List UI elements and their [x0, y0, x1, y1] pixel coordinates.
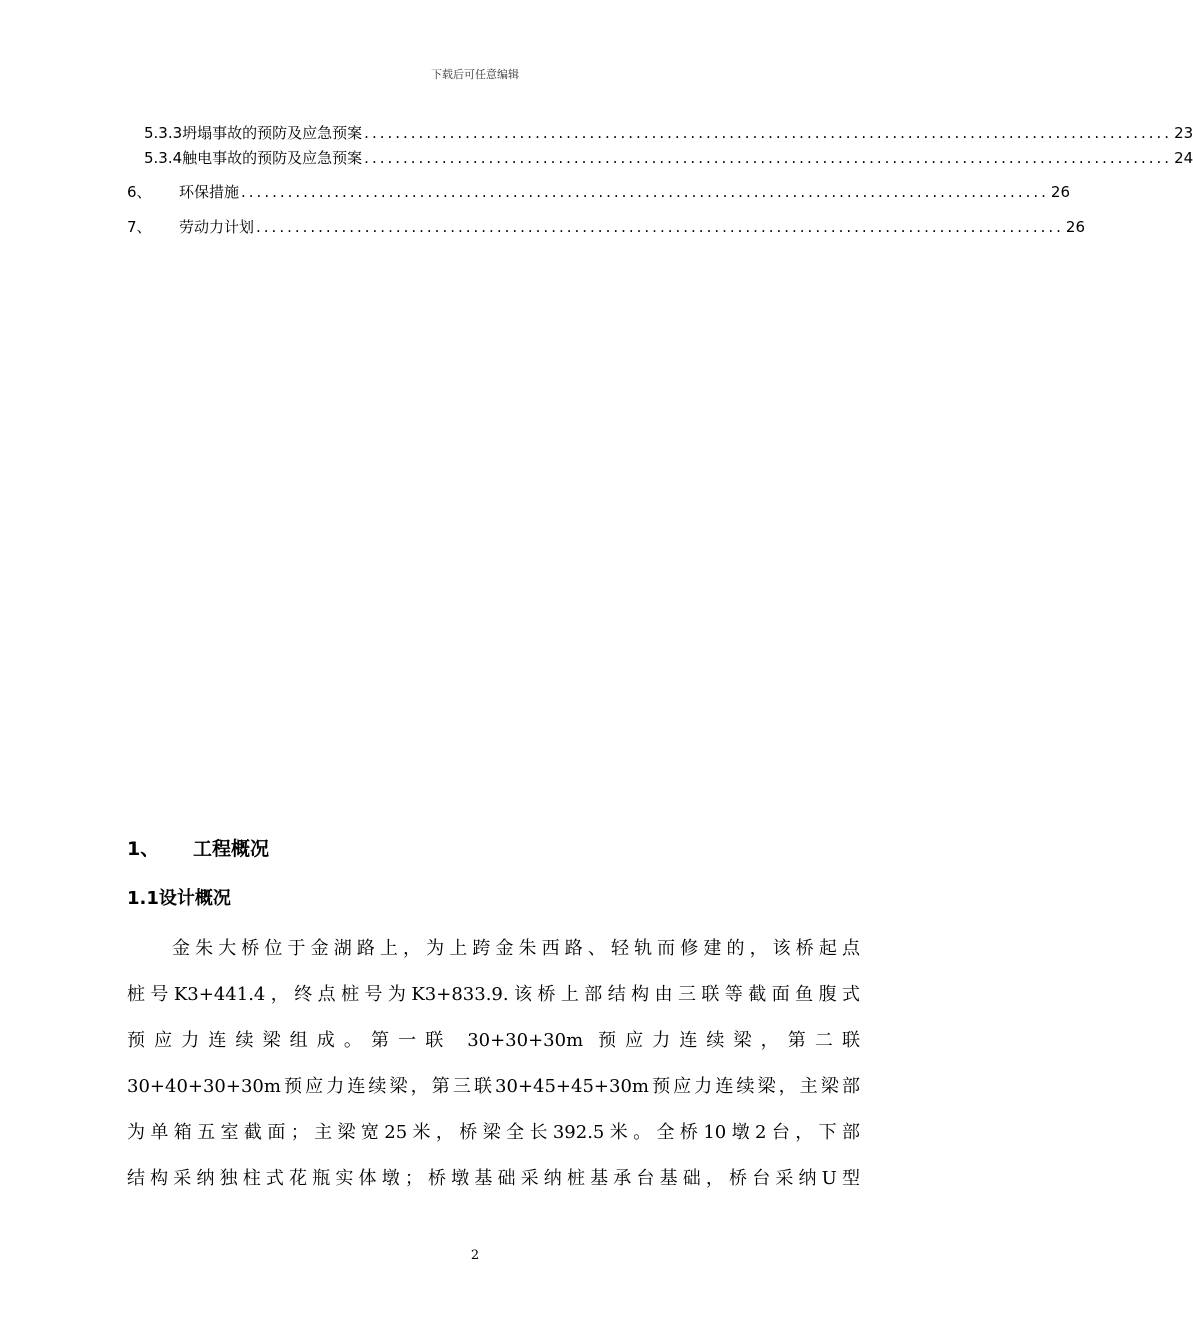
paragraph-line: 金朱大桥位于金湖路上，为上跨金朱西路、轻轨而修建的，该桥起点 — [172, 938, 860, 959]
paragraph-line: 桩号K3+441.4，终点桩号为K3+833.9.该桥上部结构由三联等截面鱼腹式 — [127, 984, 860, 1005]
paragraph-line: 30+40+30+30m预应力连续梁，第三联30+45+45+30m预应力连续梁，主梁部 — [127, 1076, 860, 1097]
toc-entry-label: 5.3.4触电事故的预防及应急预案 — [144, 149, 363, 167]
paragraph-line: 为单箱五室截面；主梁宽25米，桥梁全长392.5米。全桥10墩2台，下部 — [127, 1122, 860, 1143]
paragraph-line: 结构采纳独柱式花瓶实体墩；桥墩基础采纳桩基承台基础，桥台采纳U型 — [127, 1168, 860, 1189]
toc-leader-dots: ........................................................................................................ — [256, 218, 1064, 236]
subsection-heading: 1.1设计概况 — [127, 888, 231, 909]
section-number: 1、 — [127, 838, 160, 860]
toc-entry[interactable] — [127, 216, 1085, 238]
section-heading — [127, 834, 269, 861]
page-number: 2 — [470, 1248, 480, 1263]
toc-entry-page: 24 — [1174, 149, 1193, 167]
toc-leader-dots: ........................................................................................................ — [364, 149, 1173, 167]
toc-entry-page: 23 — [1174, 124, 1193, 142]
toc-entry[interactable] — [127, 181, 1070, 203]
toc-entry[interactable] — [127, 122, 1193, 144]
section-title: 工程概况 — [193, 838, 270, 860]
toc-leader-dots: ........................................................................................................ — [364, 124, 1173, 142]
toc-leader-dots: ........................................................................................................ — [241, 183, 1049, 201]
toc-entry-label: 5.3.3坍塌事故的预防及应急预案 — [144, 124, 363, 142]
paragraph-line: 预应力连续梁组成。第一联 30+30+30m 预应力连续梁，第二联 — [127, 1030, 860, 1051]
toc-entry-number: 6、 — [127, 183, 152, 201]
toc-entry[interactable] — [127, 147, 1193, 169]
body-paragraph — [127, 926, 860, 1202]
toc-entry-label: 劳动力计划 — [179, 218, 255, 236]
page-header: 下载后可任意编辑 — [431, 68, 519, 81]
toc-entry-page: 26 — [1050, 183, 1070, 201]
toc-entry-number: 7、 — [127, 218, 152, 236]
toc-entry-page: 26 — [1065, 218, 1085, 236]
toc-entry-label: 环保措施 — [179, 183, 240, 201]
